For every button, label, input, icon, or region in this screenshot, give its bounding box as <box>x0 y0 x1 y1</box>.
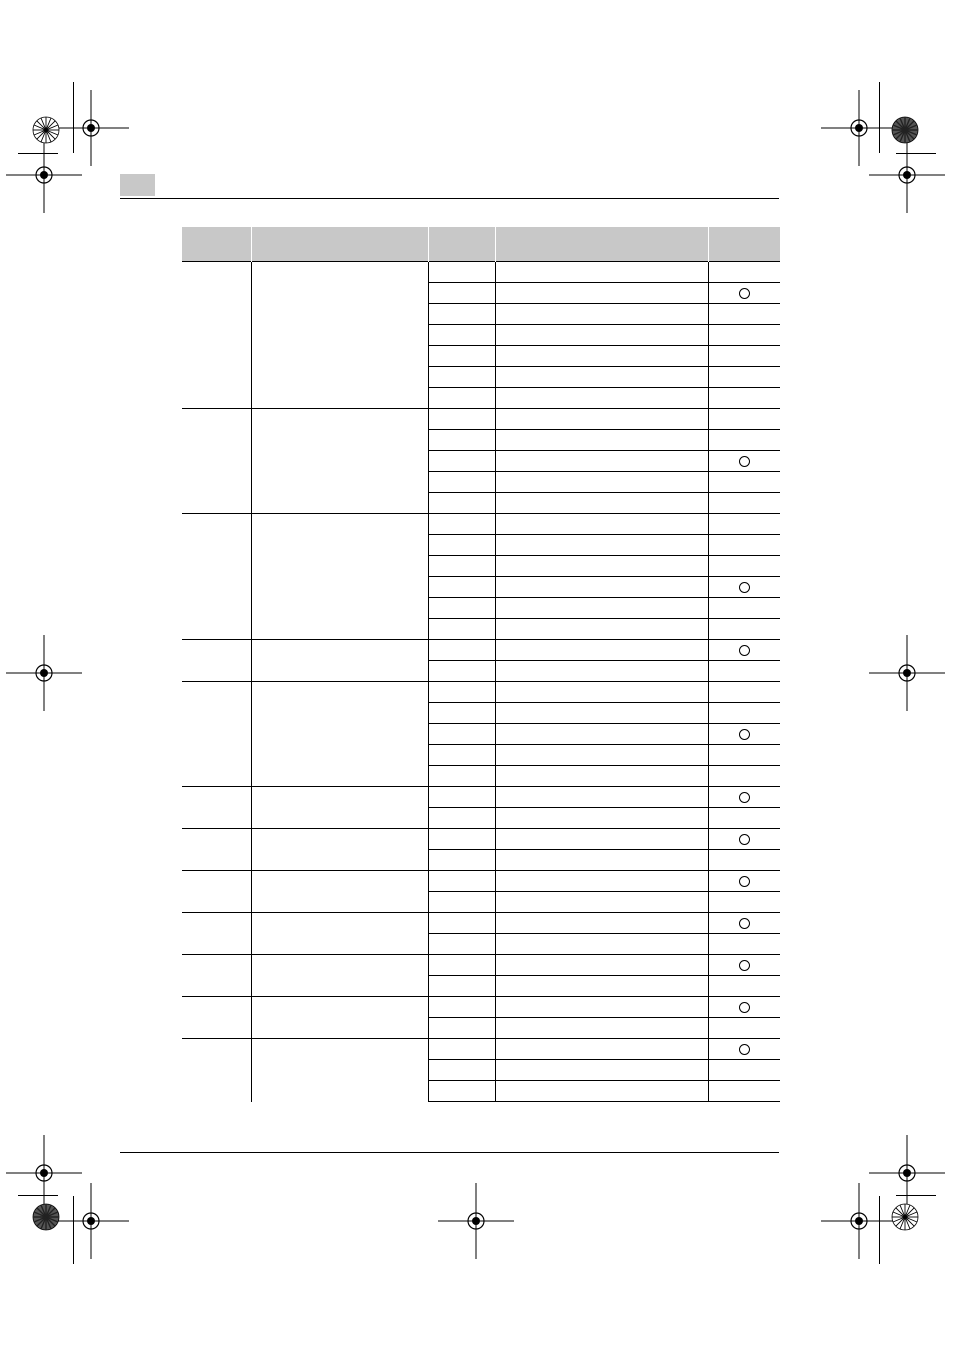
description-cell <box>495 577 708 598</box>
table-row <box>182 1039 780 1060</box>
description-cell <box>495 367 708 388</box>
value-cell <box>428 850 495 871</box>
setting-cell <box>182 871 251 913</box>
setting-name-cell <box>251 829 428 871</box>
table-row <box>182 787 780 808</box>
table-body <box>182 262 780 1102</box>
description-cell <box>495 850 708 871</box>
value-cell <box>428 451 495 472</box>
default-cell <box>708 388 780 409</box>
table-header-row <box>182 227 780 262</box>
registration-mark-icon <box>6 635 82 711</box>
default-circle-icon <box>739 288 750 299</box>
setting-name-cell <box>251 640 428 682</box>
setting-cell <box>182 514 251 640</box>
value-cell <box>428 892 495 913</box>
default-cell <box>708 514 780 535</box>
default-cell <box>708 745 780 766</box>
value-cell <box>428 577 495 598</box>
setting-cell <box>182 955 251 997</box>
default-cell <box>708 1039 780 1060</box>
value-cell <box>428 472 495 493</box>
setting-name-cell <box>251 955 428 997</box>
description-cell <box>495 997 708 1018</box>
description-cell <box>495 1039 708 1060</box>
default-cell <box>708 619 780 640</box>
value-cell <box>428 262 495 283</box>
default-cell <box>708 661 780 682</box>
description-cell <box>495 430 708 451</box>
description-cell <box>495 283 708 304</box>
default-cell <box>708 409 780 430</box>
description-cell <box>495 934 708 955</box>
default-cell <box>708 346 780 367</box>
default-cell <box>708 451 780 472</box>
description-cell <box>495 724 708 745</box>
registration-mark-icon <box>53 1183 129 1259</box>
default-circle-icon <box>739 876 750 887</box>
value-cell <box>428 829 495 850</box>
default-cell <box>708 367 780 388</box>
default-circle-icon <box>739 456 750 467</box>
settings-table <box>182 227 780 1102</box>
table-row <box>182 913 780 934</box>
setting-cell <box>182 682 251 787</box>
table-row <box>182 409 780 430</box>
description-cell <box>495 535 708 556</box>
value-cell <box>428 745 495 766</box>
default-cell <box>708 1060 780 1081</box>
default-circle-icon <box>739 1002 750 1013</box>
setting-cell <box>182 787 251 829</box>
default-cell <box>708 766 780 787</box>
registration-mark-icon <box>438 1183 514 1259</box>
description-cell <box>495 1060 708 1081</box>
description-cell <box>495 514 708 535</box>
setting-name-cell <box>251 514 428 640</box>
description-cell <box>495 871 708 892</box>
value-cell <box>428 367 495 388</box>
value-cell <box>428 976 495 997</box>
default-cell <box>708 892 780 913</box>
footer-rule <box>120 1152 779 1153</box>
setting-name-cell <box>251 682 428 787</box>
value-cell <box>428 682 495 703</box>
value-cell <box>428 640 495 661</box>
value-cell <box>428 493 495 514</box>
value-cell <box>428 388 495 409</box>
default-circle-icon <box>739 918 750 929</box>
value-cell <box>428 1081 495 1102</box>
description-cell <box>495 1018 708 1039</box>
default-cell <box>708 871 780 892</box>
setting-cell <box>182 640 251 682</box>
default-cell <box>708 682 780 703</box>
value-cell <box>428 787 495 808</box>
default-cell <box>708 997 780 1018</box>
table-row <box>182 514 780 535</box>
registration-mark-icon <box>821 1183 897 1259</box>
description-cell <box>495 745 708 766</box>
value-cell <box>428 535 495 556</box>
value-cell <box>428 808 495 829</box>
description-cell <box>495 892 708 913</box>
value-cell <box>428 724 495 745</box>
column-header <box>182 227 251 262</box>
default-cell <box>708 430 780 451</box>
description-cell <box>495 913 708 934</box>
setting-cell <box>182 913 251 955</box>
value-cell <box>428 934 495 955</box>
description-cell <box>495 976 708 997</box>
value-cell <box>428 955 495 976</box>
default-cell <box>708 703 780 724</box>
star-target-icon <box>32 1203 60 1231</box>
registration-mark-icon <box>6 137 82 213</box>
default-circle-icon <box>739 645 750 656</box>
value-cell <box>428 346 495 367</box>
value-cell <box>428 430 495 451</box>
description-cell <box>495 829 708 850</box>
setting-cell <box>182 829 251 871</box>
default-cell <box>708 472 780 493</box>
header-rule <box>120 198 779 199</box>
default-cell <box>708 955 780 976</box>
table-row <box>182 955 780 976</box>
description-cell <box>495 955 708 976</box>
table-row <box>182 682 780 703</box>
default-cell <box>708 262 780 283</box>
default-cell <box>708 829 780 850</box>
value-cell <box>428 661 495 682</box>
default-cell <box>708 577 780 598</box>
description-cell <box>495 346 708 367</box>
setting-cell <box>182 262 251 409</box>
chapter-tab <box>120 174 155 196</box>
value-cell <box>428 514 495 535</box>
description-cell <box>495 262 708 283</box>
star-target-icon <box>32 116 60 144</box>
default-cell <box>708 283 780 304</box>
description-cell <box>495 451 708 472</box>
setting-cell <box>182 1039 251 1102</box>
setting-name-cell <box>251 262 428 409</box>
value-cell <box>428 283 495 304</box>
default-circle-icon <box>739 1044 750 1055</box>
star-target-icon <box>891 116 919 144</box>
value-cell <box>428 304 495 325</box>
default-cell <box>708 325 780 346</box>
default-circle-icon <box>739 582 750 593</box>
default-circle-icon <box>739 792 750 803</box>
registration-mark-icon <box>869 635 945 711</box>
value-cell <box>428 913 495 934</box>
table-row <box>182 829 780 850</box>
description-cell <box>495 703 708 724</box>
description-cell <box>495 661 708 682</box>
default-cell <box>708 913 780 934</box>
description-cell <box>495 766 708 787</box>
column-header <box>428 227 495 262</box>
table-row <box>182 997 780 1018</box>
default-cell <box>708 1018 780 1039</box>
default-cell <box>708 556 780 577</box>
default-cell <box>708 976 780 997</box>
default-cell <box>708 787 780 808</box>
registration-mark-icon <box>869 137 945 213</box>
value-cell <box>428 619 495 640</box>
column-header <box>495 227 708 262</box>
description-cell <box>495 619 708 640</box>
description-cell <box>495 472 708 493</box>
default-cell <box>708 304 780 325</box>
value-cell <box>428 1060 495 1081</box>
description-cell <box>495 304 708 325</box>
setting-name-cell <box>251 913 428 955</box>
value-cell <box>428 1018 495 1039</box>
description-cell <box>495 682 708 703</box>
default-circle-icon <box>739 960 750 971</box>
description-cell <box>495 556 708 577</box>
default-cell <box>708 640 780 661</box>
default-cell <box>708 493 780 514</box>
description-cell <box>495 1081 708 1102</box>
column-header <box>708 227 780 262</box>
default-cell <box>708 934 780 955</box>
value-cell <box>428 556 495 577</box>
default-cell <box>708 850 780 871</box>
setting-name-cell <box>251 409 428 514</box>
table-row <box>182 640 780 661</box>
description-cell <box>495 787 708 808</box>
description-cell <box>495 325 708 346</box>
star-target-icon <box>891 1203 919 1231</box>
setting-name-cell <box>251 871 428 913</box>
value-cell <box>428 325 495 346</box>
default-cell <box>708 724 780 745</box>
description-cell <box>495 598 708 619</box>
value-cell <box>428 703 495 724</box>
value-cell <box>428 871 495 892</box>
value-cell <box>428 598 495 619</box>
default-circle-icon <box>739 834 750 845</box>
table-row <box>182 262 780 283</box>
default-cell <box>708 1081 780 1102</box>
setting-name-cell <box>251 1039 428 1102</box>
value-cell <box>428 997 495 1018</box>
description-cell <box>495 640 708 661</box>
column-header <box>251 227 428 262</box>
setting-name-cell <box>251 997 428 1039</box>
default-cell <box>708 535 780 556</box>
description-cell <box>495 388 708 409</box>
value-cell <box>428 1039 495 1060</box>
description-cell <box>495 409 708 430</box>
setting-cell <box>182 997 251 1039</box>
description-cell <box>495 808 708 829</box>
description-cell <box>495 493 708 514</box>
table-row <box>182 871 780 892</box>
value-cell <box>428 409 495 430</box>
setting-name-cell <box>251 787 428 829</box>
default-cell <box>708 808 780 829</box>
default-circle-icon <box>739 729 750 740</box>
value-cell <box>428 766 495 787</box>
default-cell <box>708 598 780 619</box>
setting-cell <box>182 409 251 514</box>
